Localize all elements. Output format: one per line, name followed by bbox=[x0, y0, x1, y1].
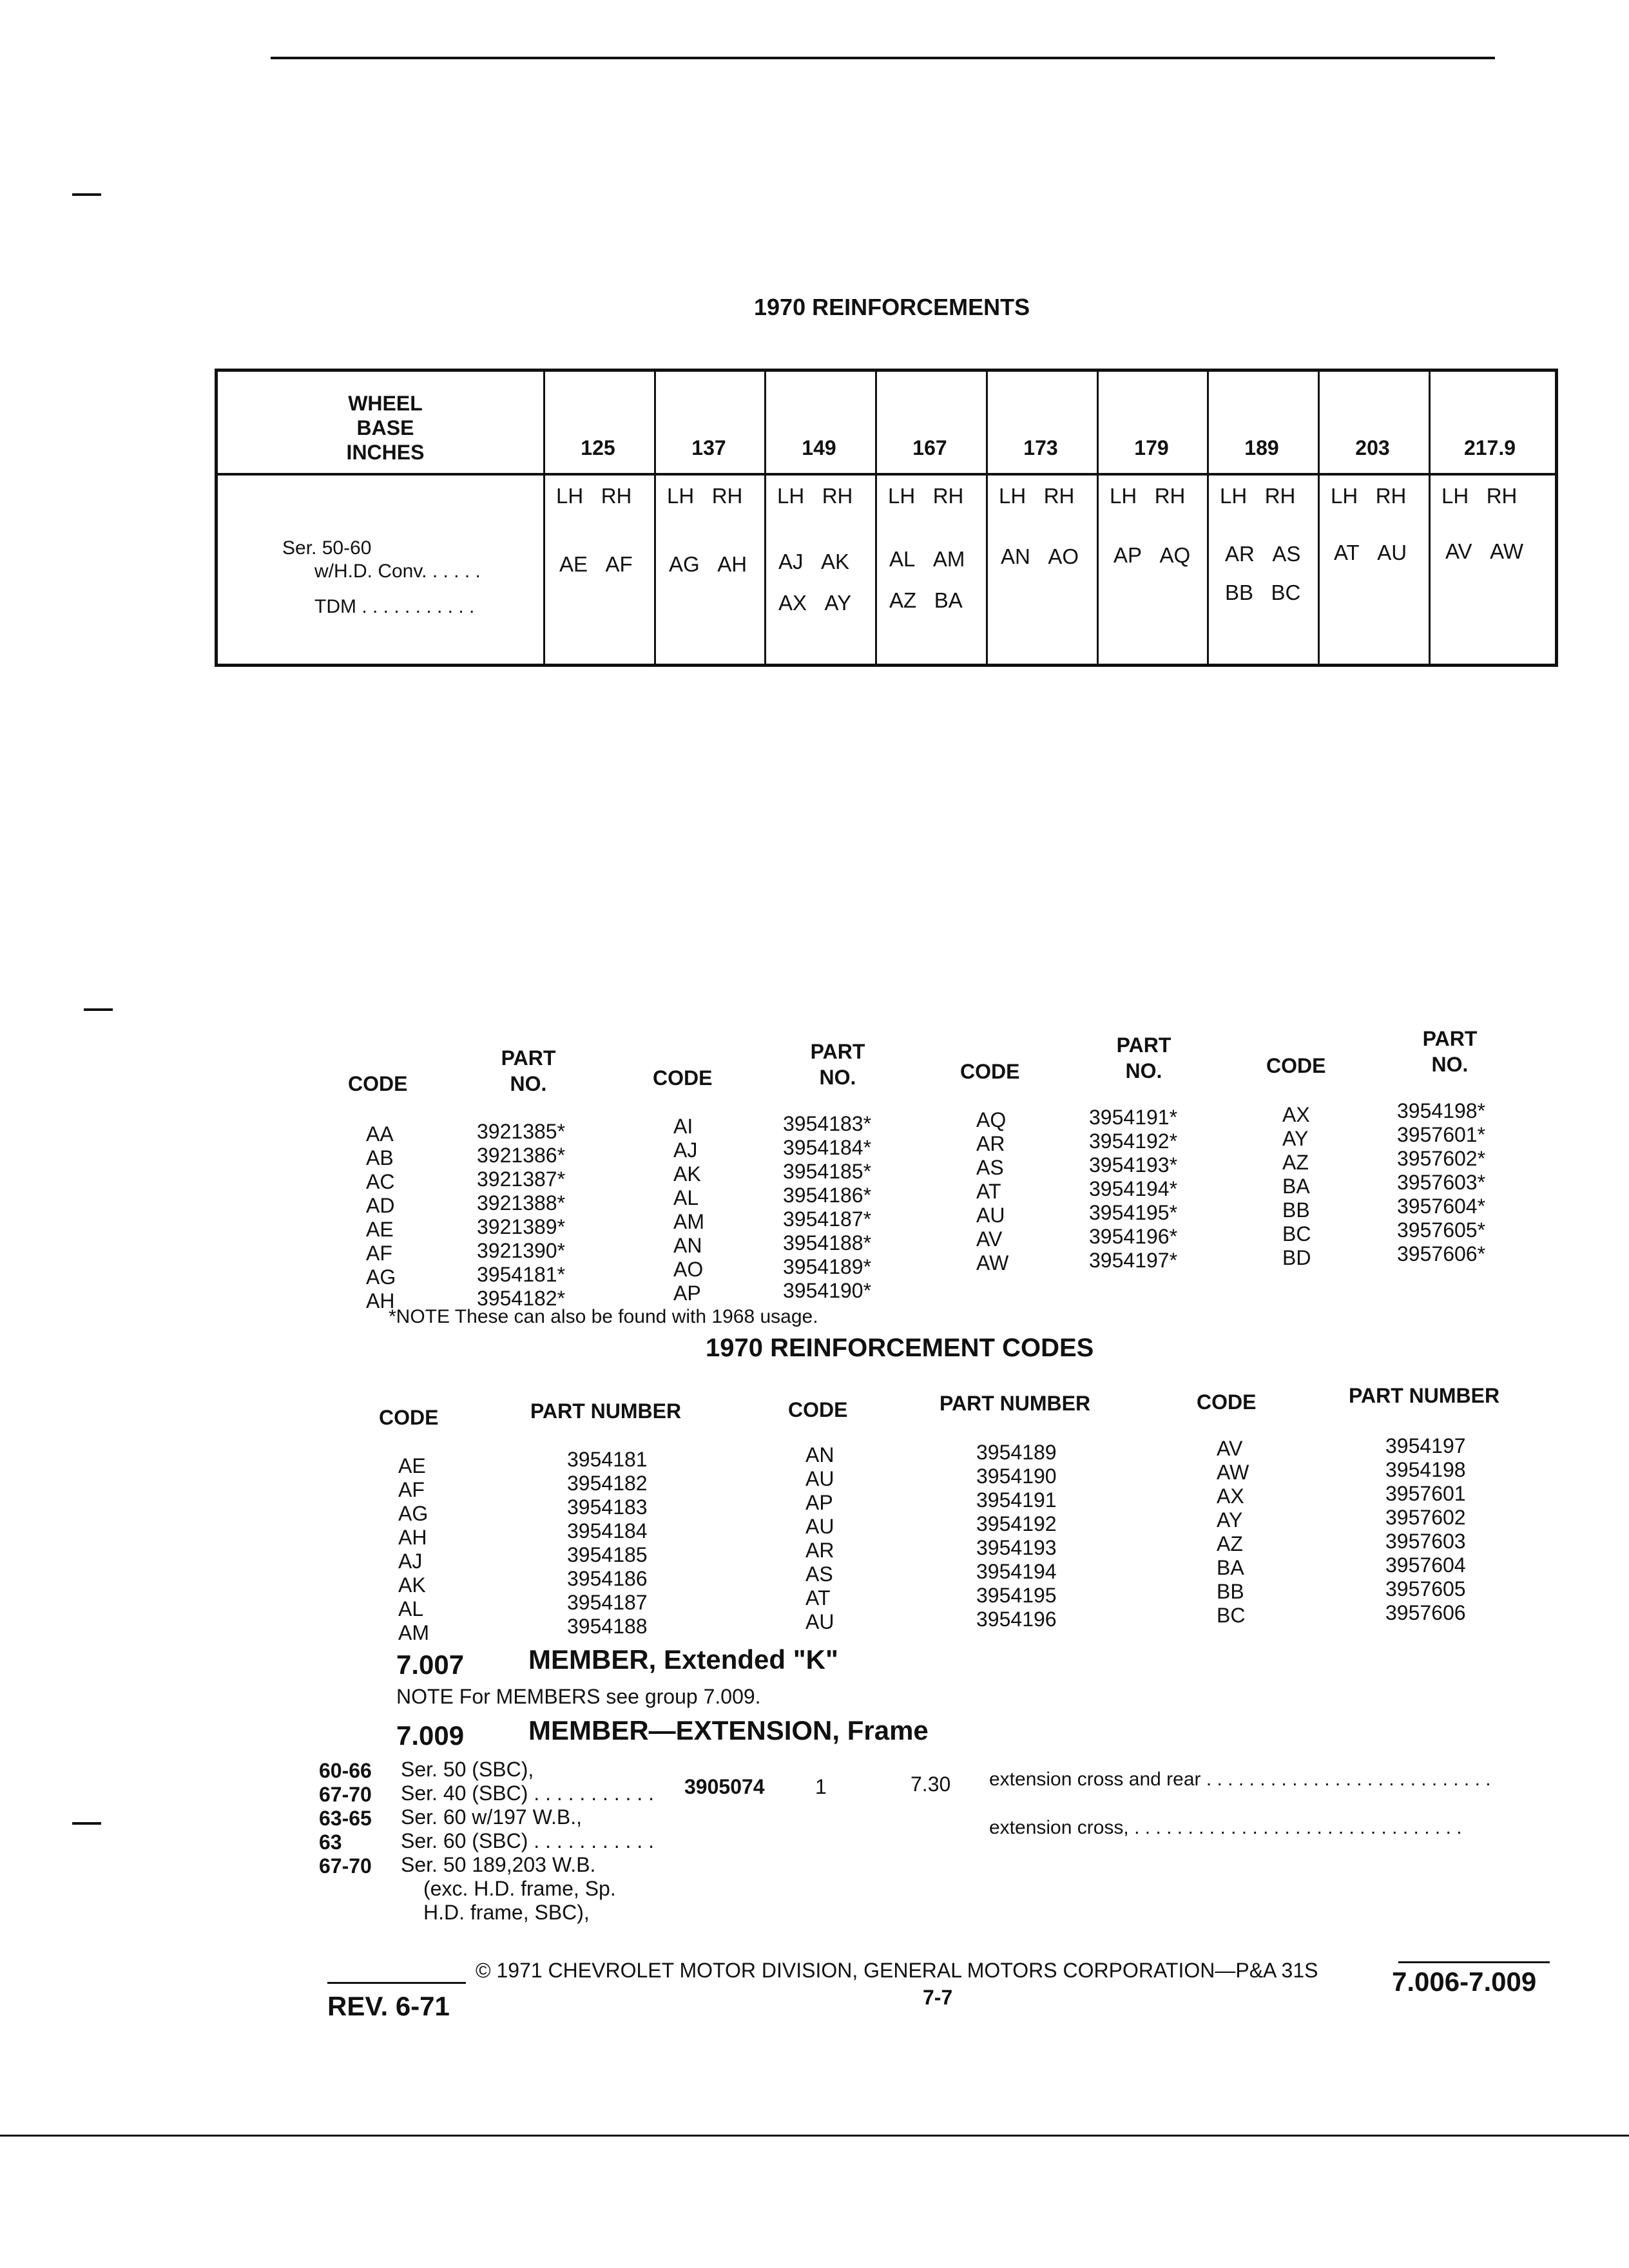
lh-rh-label: LH RH bbox=[999, 484, 1075, 508]
model-years: 60-66 67-70 63-65 63 67-70 bbox=[319, 1759, 372, 1878]
part-list: 3954198* 3957601* 3957602* 3957603* 3957604* 3957605* 3957606* bbox=[1397, 1099, 1486, 1265]
quantity: 1 bbox=[815, 1775, 827, 1798]
section-7009-title: MEMBER—EXTENSION, Frame bbox=[528, 1715, 929, 1745]
margin-mark bbox=[84, 1008, 113, 1011]
lh-rh-label: LH RH bbox=[1110, 484, 1186, 508]
section-7009-number: 7.009 bbox=[396, 1720, 465, 1751]
part-number-header: PART NUMBER bbox=[940, 1392, 1091, 1415]
lh-rh-label: LH RH bbox=[556, 484, 632, 508]
page-number: 7-7 bbox=[923, 1986, 953, 2009]
margin-mark bbox=[72, 193, 101, 196]
part-number: 3905074 bbox=[684, 1775, 765, 1798]
code-pair: AP AQ bbox=[1113, 543, 1191, 567]
section-7007-title: MEMBER, Extended "K" bbox=[528, 1644, 838, 1675]
lh-rh-label: LH RH bbox=[1441, 484, 1518, 508]
copyright-line: © 1971 CHEVROLET MOTOR DIVISION, GENERAL MOTORS CORPORATION—P&A 31S bbox=[476, 1959, 1318, 1982]
usage-note: *NOTE These can also be found with 1968 usage. bbox=[389, 1306, 818, 1327]
part-list: 3954197 3954198 3957601 3957602 3957603 3957604 3957605 3957606 bbox=[1385, 1434, 1466, 1624]
part-list: 3921385* 3921386* 3921387* 3921388* 3921389* 3921390* 3954181* 3954182* bbox=[477, 1120, 566, 1310]
code-list: AN AU AP AU AR AS AT AU bbox=[805, 1443, 834, 1633]
illustration-ref: 7.30 bbox=[911, 1773, 951, 1796]
top-rule bbox=[271, 57, 1495, 59]
part-no-header: PART NO. bbox=[810, 1040, 865, 1089]
part-no-header: PART NO. bbox=[501, 1046, 556, 1095]
code-list: AA AB AC AD AE AF AG AH bbox=[366, 1122, 396, 1312]
code-list: AE AF AG AH AJ AK AL AM bbox=[398, 1454, 429, 1644]
lh-rh-label: LH RH bbox=[1331, 484, 1407, 508]
remark-line-1: extension cross and rear . . . . . . . . . . . . . . . . . . . . . . . . . . . bbox=[989, 1769, 1491, 1790]
bottom-rule bbox=[0, 2135, 1629, 2137]
wheelbase-table bbox=[215, 369, 1558, 667]
code-list: AI AJ AK AL AM AN AO AP bbox=[673, 1115, 704, 1305]
part-number-header: PART NUMBER bbox=[1349, 1384, 1500, 1407]
section-7007-note: NOTE For MEMBERS see group 7.009. bbox=[396, 1685, 761, 1708]
code-list: AV AW AX AY AZ BA BB BC bbox=[1217, 1437, 1249, 1627]
code-header: CODE bbox=[348, 1072, 408, 1095]
code-pair: AN AO bbox=[1001, 544, 1079, 568]
code-pair: AX AY bbox=[778, 591, 852, 615]
part-no-header: PART NO. bbox=[1422, 1027, 1478, 1076]
table1-title: 1970 REINFORCEMENTS bbox=[754, 294, 1030, 320]
wheelbase-167: 167 bbox=[912, 436, 947, 459]
code-header: CODE bbox=[788, 1398, 848, 1421]
part-no-header: PART NO. bbox=[1116, 1033, 1171, 1082]
wheelbase-203: 203 bbox=[1355, 436, 1390, 459]
header-divider bbox=[218, 473, 1555, 476]
part-list: 3954183* 3954184* 3954185* 3954186* 3954187* 3954188* 3954189* 3954190* bbox=[783, 1112, 872, 1302]
wheelbase-125: 125 bbox=[581, 436, 615, 459]
code-pair: AR AS bbox=[1225, 542, 1301, 566]
code-pair: AV AW bbox=[1445, 539, 1524, 563]
code-pair: AJ AK bbox=[778, 550, 850, 573]
row-label-tdm: TDM . . . . . . . . . . . bbox=[314, 596, 475, 617]
code-list: AQ AR AS AT AU AV AW bbox=[976, 1108, 1009, 1274]
section-range: 7.006-7.009 bbox=[1392, 1966, 1537, 1997]
wheelbase-189: 189 bbox=[1244, 436, 1279, 459]
code-header: CODE bbox=[1197, 1390, 1257, 1414]
wheelbase-217-9: 217.9 bbox=[1463, 436, 1516, 459]
part-list: 3954189 3954190 3954191 3954192 3954193 3954194 3954195 3954196 bbox=[976, 1441, 1057, 1631]
wheelbase-173: 173 bbox=[1023, 436, 1058, 459]
wheelbase-header-label: WHEEL BASE INCHES bbox=[346, 392, 425, 464]
lh-rh-label: LH RH bbox=[777, 484, 853, 508]
section-7007-number: 7.007 bbox=[396, 1649, 465, 1680]
code-header: CODE bbox=[653, 1066, 713, 1090]
margin-mark bbox=[72, 1822, 101, 1825]
code-pair: BB BC bbox=[1225, 581, 1301, 604]
model-descriptions: Ser. 50 (SBC), Ser. 40 (SBC) . . . . . . . . . . . Ser. 60 w/197 W.B., Ser. 60 (SBC) . . . . . . . . . . . Ser. 50 189,203 W.B. (exc. H.D. frame, Sp. H.D. frame, SBC), bbox=[401, 1758, 654, 1924]
lh-rh-label: LH RH bbox=[888, 484, 964, 508]
part-list: 3954191* 3954192* 3954193* 3954194* 3954195* 3954196* 3954197* bbox=[1089, 1106, 1178, 1272]
code-header: CODE bbox=[960, 1060, 1020, 1083]
code-pair: AZ BA bbox=[889, 588, 963, 612]
part-list: 3954181 3954182 3954183 3954184 3954185 3954186 3954187 3954188 bbox=[567, 1448, 648, 1638]
code-header: CODE bbox=[1266, 1054, 1326, 1077]
code-list: AX AY AZ BA BB BC BD bbox=[1282, 1103, 1311, 1269]
code-pair: AL AM bbox=[889, 547, 965, 571]
table3-title: 1970 REINFORCEMENT CODES bbox=[706, 1334, 1094, 1362]
code-pair: AE AF bbox=[559, 552, 633, 576]
code-header: CODE bbox=[379, 1406, 439, 1429]
part-number-header: PART NUMBER bbox=[530, 1399, 682, 1423]
footer-rule-right bbox=[1398, 1961, 1550, 1963]
lh-rh-label: LH RH bbox=[667, 484, 743, 508]
code-pair: AT AU bbox=[1334, 541, 1407, 564]
lh-rh-label: LH RH bbox=[1220, 484, 1296, 508]
code-pair: AG AH bbox=[669, 552, 747, 576]
wheelbase-179: 179 bbox=[1134, 436, 1169, 459]
remark-line-2: extension cross, . . . . . . . . . . . . . . . . . . . . . . . . . . . . . . . bbox=[989, 1817, 1462, 1838]
revision-label: REV. 6-71 bbox=[327, 1991, 450, 2021]
wheelbase-137: 137 bbox=[691, 436, 726, 459]
footer-rule-left bbox=[327, 1982, 466, 1984]
row-label-ser-50-60: Ser. 50-60 w/H.D. Conv. . . . . . bbox=[282, 537, 481, 582]
wheelbase-149: 149 bbox=[802, 436, 836, 459]
